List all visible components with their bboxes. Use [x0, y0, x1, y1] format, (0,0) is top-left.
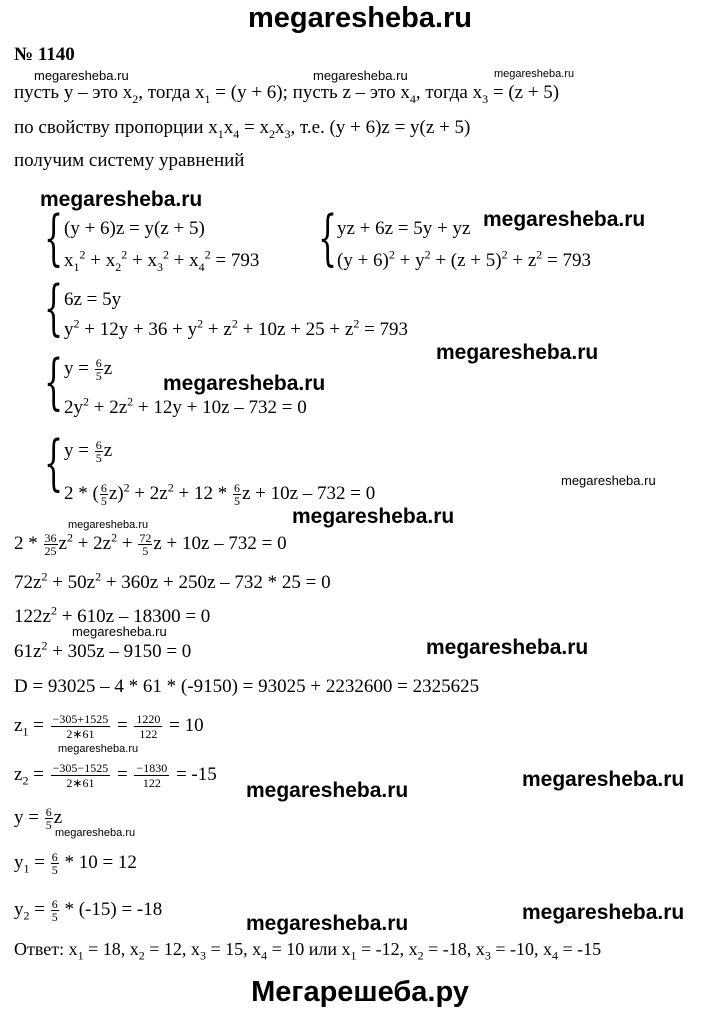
watermark: megaresheba.ru	[68, 519, 149, 531]
watermark: megaresheba.ru	[522, 768, 685, 791]
sys4-eq2: $2y^2 + 2z^2 + 12y + 10z - 732 = 0$	[64, 394, 307, 418]
sys2-eq2: $(y + 6)^2 + y^2 + (z + 5)^2 + z^2 = 793$	[337, 247, 591, 271]
watermark: megaresheba.ru	[313, 68, 408, 83]
sys5-eq2: 2 * ( $\frac{6}{5}$ $z)^2 + 2z^2 + 12$ * $\frac{6}{5}$ z + 10z – 732 = 0	[64, 480, 376, 508]
site-header[interactable]: megaresheba.ru	[247, 2, 473, 34]
watermark: megaresheba.ru	[246, 779, 409, 802]
watermark: megaresheba.ru	[483, 208, 646, 231]
system-brace: {	[44, 273, 64, 343]
watermark: megaresheba.ru	[34, 68, 129, 83]
sys1-eq2: $x_1^2 + x_2^2 + x_3^2 + x_4^2 = 793$	[64, 247, 260, 274]
site-footer[interactable]: Мегарешеба.ру	[251, 976, 469, 1008]
watermark: megaresheba.ru	[561, 473, 656, 488]
problem-number: № 1140	[14, 44, 75, 65]
step-4: $61z^2 + 305z - 9150 = 0$	[14, 638, 192, 662]
sys2-eq1: yz + 6z = 5y + yz	[337, 218, 471, 239]
sys4-eq1: y = $\frac{6}{5}$ z	[64, 356, 113, 383]
watermark: megaresheba.ru	[55, 827, 136, 839]
step-3: $122z^2 + 610z - 18300 = 0$	[14, 603, 211, 627]
watermark: megaresheba.ru	[494, 68, 575, 80]
watermark: megaresheba.ru	[522, 901, 685, 924]
watermark: megaresheba.ru	[426, 636, 589, 659]
step-1: 2 * $\frac{36}{25}$ $z^2 + 2z^2$ + $\frac{72}{5}$ z + 10z – 732 = 0	[14, 530, 287, 558]
watermark: megaresheba.ru	[58, 743, 139, 755]
watermark: megaresheba.ru	[72, 624, 167, 639]
discriminant: D = 93025 – 4 * 61 * (-9150) = 93025 + 2232600 = 2325625	[14, 676, 480, 697]
intro-line-1: пусть y – это $x_2$, тогда $x_1 = (y + 6)$; пусть z – это $x_4$, тогда $x_3 = (z + 5)$	[14, 82, 560, 106]
answer-line: Ответ: $x_1 = 18$, $x_2 = 12$, $x_3 = 15$, $x_4 = 10$ или $x_1 = -12$, $x_2 = -18$, $x_3 = -10$, $x_4 = -15$	[14, 939, 602, 963]
intro-line-2: по свойству пропорции $x_1x_4 = x_2x_3$, т.е. (y + 6)z = y(z + 5)	[14, 117, 471, 141]
y-equals-line: y = $\frac{6}{5}$ z	[14, 805, 63, 832]
y1-line: $y_1$ = $\frac{6}{5}$ * 10 = 12	[14, 850, 137, 877]
system-brace: {	[44, 347, 64, 417]
z2-line: $z_2$ = $\frac{-305-1525}{2∗61}$ = $\frac{-1830}{122}$ = -15	[14, 761, 217, 790]
y2-line: $y_2$ = $\frac{6}{5}$ * (-15) = -18	[14, 897, 163, 924]
sys5-eq1: y = $\frac{6}{5}$ z	[64, 438, 113, 465]
sys3-eq2: $y^2 + 12y + 36 + y^2 + z^2 + 10z + 25 + z^2 = 793$	[64, 316, 409, 340]
watermark: megaresheba.ru	[292, 505, 455, 528]
watermark: megaresheba.ru	[436, 341, 599, 364]
watermark: megaresheba.ru	[246, 912, 409, 935]
z1-line: $z_1$ = $\frac{-305+1525}{2∗61}$ = $\frac{1220}{122}$ = 10	[14, 712, 204, 741]
watermark: megaresheba.ru	[163, 372, 326, 395]
system-brace: {	[44, 428, 64, 498]
intro-line-3: получим систему уравнений	[14, 150, 245, 171]
sys3-eq1: 6z = 5y	[64, 289, 122, 310]
step-2: $72z^2 + 50z^2 + 360z + 250z - 732 * 25 = 0$	[14, 569, 331, 593]
sys1-eq1: (y + 6)z = y(z + 5)	[64, 218, 205, 239]
system-brace: {	[44, 203, 64, 273]
system-brace: {	[318, 203, 338, 273]
watermark: megaresheba.ru	[40, 188, 203, 211]
